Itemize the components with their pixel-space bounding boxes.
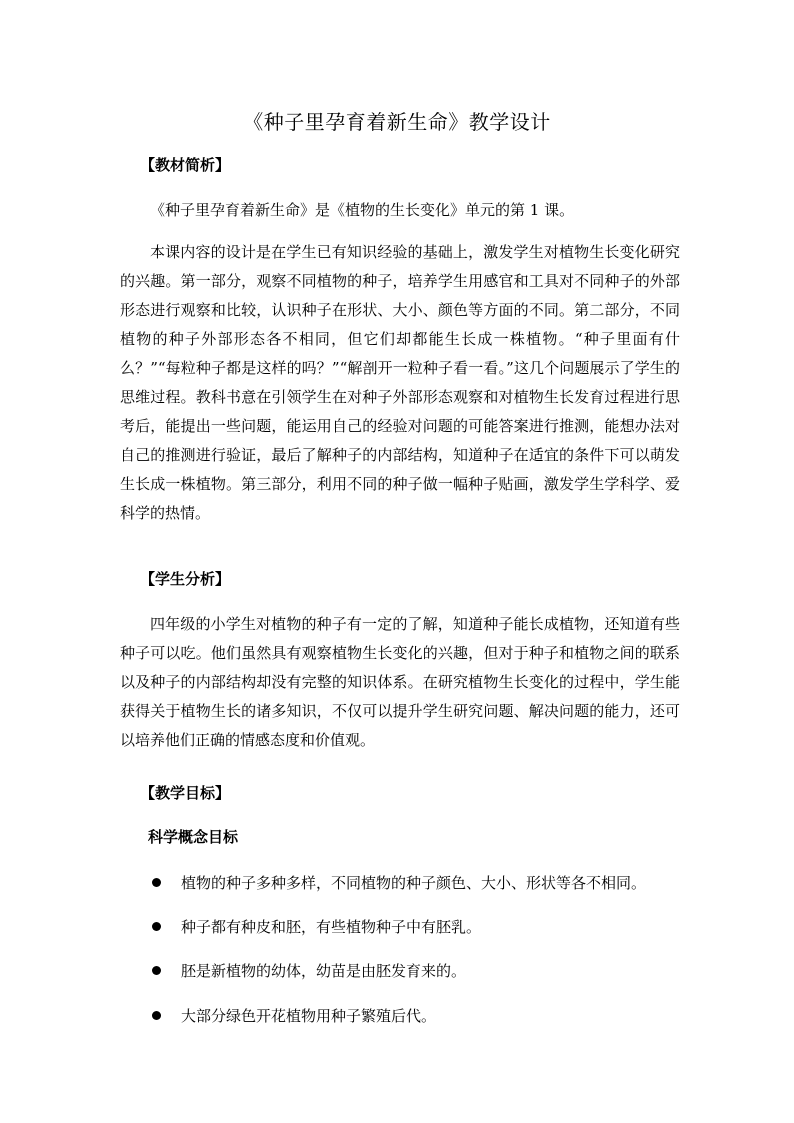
paragraph-student-analysis: 四年级的小学生对植物的种子有一定的了解，知道种子能长成植物，还知道有些种子可以吃。他们虽然具有观察植物生长变化的兴趣，但对于种子和植物之间的联系以及种子的内部结构却没有完整的知识体系。在研究植物生长变化的过程中，学生能获得关于植物生长的诸多知识，不仅可以提升学生研究问题、解决问题的能力，还可以培养他们正确的情感态度和价值观。 xyxy=(120,615,680,749)
bullet-dot-icon xyxy=(152,1011,161,1020)
bullet-dot-icon xyxy=(152,878,161,887)
goal-bullet-item xyxy=(152,1005,436,1027)
document-title: 《种子里孕育着新生命》教学设计 xyxy=(243,110,551,134)
goal-bullet-item xyxy=(152,872,646,894)
paragraph-lesson-design: 本课内容的设计是在学生已有知识经验的基础上，激发学生对植物生长变化研究的兴趣。第一部分，观察不同植物的种子，培养学生用感官和工具对不同种子的外部形态进行观察和比较，认识种子在形状、大小、颜色等方面的不同。第二部分，不同植物的种子外部形态各不相同，但它们却都能生长成一株植物。“种子里面有什么？”“每粒种子都是这样的吗？”“解剖开一粒种子看一看。”这几个问题展示了学生的思维过程。教科书意在引领学生在对种子外部形态观察和对植物生长发育过程进行思考后，能提出一些问题，能运用自己的经验对问题的可能答案进行推测，能想办法对自己的推测进行验证，最后了解种子的内部结构，知道种子在适宜的条件下可以萌发生长成一株植物。第三部分，利用不同的种子做一幅种子贴画，激发学生学科学、爱科学的热情。 xyxy=(120,243,680,522)
bullet-dot-icon xyxy=(152,922,161,931)
bullet-dot-icon xyxy=(152,966,161,975)
heading-student-analysis: 【学生分析】 xyxy=(140,570,231,588)
goal-bullet-item xyxy=(152,916,481,938)
goal-bullet-text: 种子都有种皮和胚，有些植物种子中有胚乳。 xyxy=(181,918,482,936)
goal-bullet-item xyxy=(152,960,466,982)
subheading-science-concept-goals: 科学概念目标 xyxy=(148,828,239,846)
paragraph-lesson-intro: 《种子里孕育着新生命》是《植物的生长变化》单元的第 1 课。 xyxy=(150,201,575,219)
goal-bullet-text: 植物的种子多种多样，不同植物的种子颜色、大小、形状等各不相同。 xyxy=(181,874,647,892)
goal-bullet-text: 大部分绿色开花植物用种子繁殖后代。 xyxy=(181,1007,437,1025)
heading-textbook-analysis: 【教材简析】 xyxy=(140,156,231,174)
goal-bullet-text: 胚是新植物的幼体，幼苗是由胚发育来的。 xyxy=(181,962,467,980)
heading-teaching-goals: 【教学目标】 xyxy=(140,784,231,802)
